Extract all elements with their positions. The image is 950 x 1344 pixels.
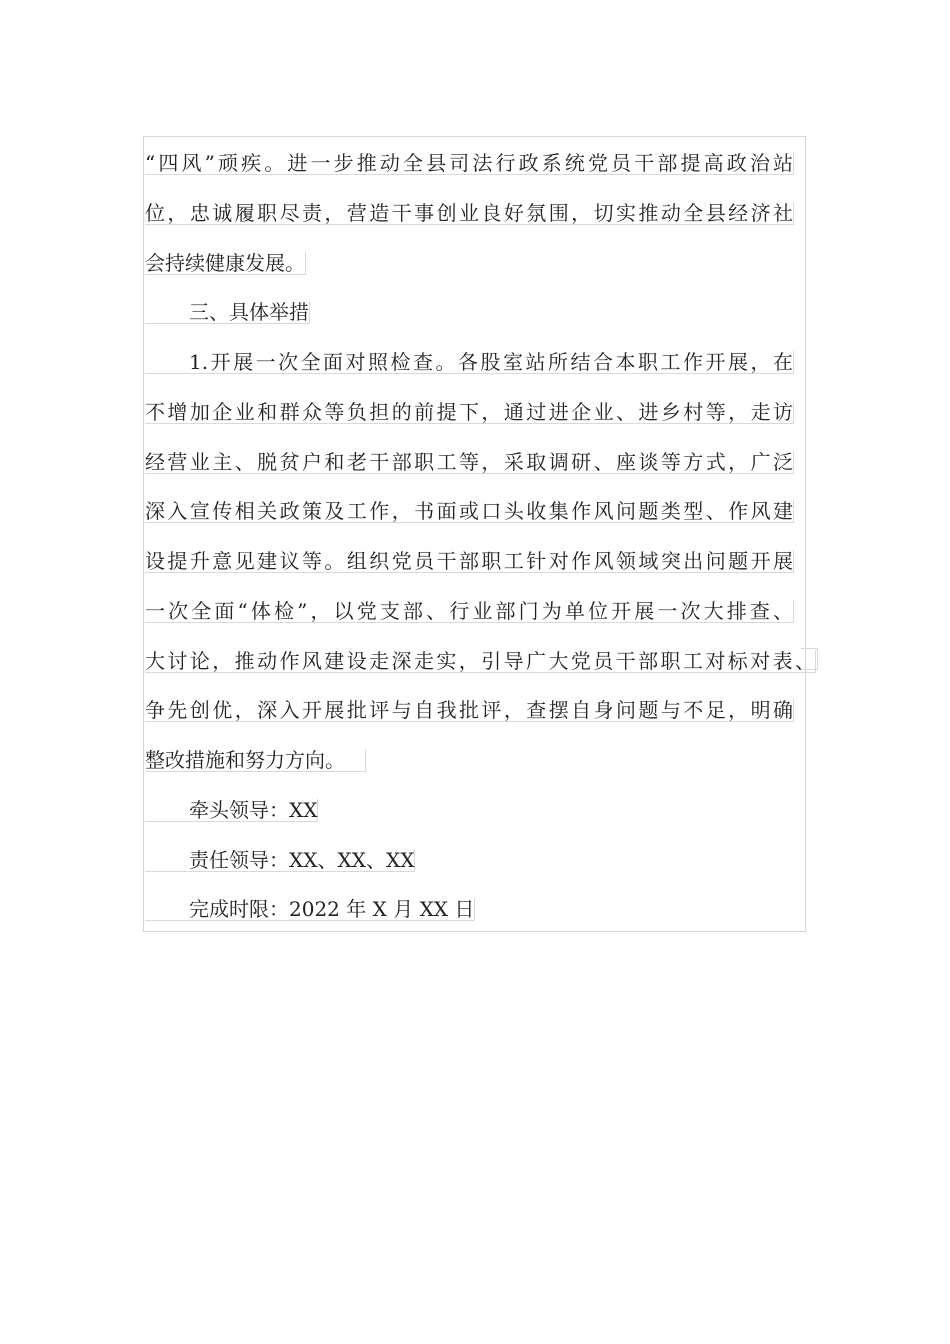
- paragraph-line: 一次全面“体检”，以党支部、行业部门为单位开展一次大排查、: [145, 599, 793, 623]
- responsible-leader-line: 责任领导：XX、XX、XX: [145, 849, 415, 872]
- paragraph-line: 1.开展一次全面对照检查。各股室站所结合本职工作开展，在: [145, 351, 794, 374]
- section-heading: 三、具体举措: [145, 301, 310, 324]
- paragraph-line: 会持续健康发展。: [145, 251, 305, 275]
- paragraph-line: 经营业主、脱贫户和老干部职工等，采取调研、座谈等方式，广泛: [145, 450, 793, 474]
- paragraph-line: 位，忠诚履职尽责，营造干事创业良好氛围，切实推动全县经济社: [145, 201, 793, 225]
- paragraph-line: 整改措施和努力方向。: [145, 749, 366, 772]
- paragraph-line: “四风”顽疾。进一步推动全县司法行政系统党员干部提高政治站: [145, 151, 793, 175]
- deadline-line: 完成时限：2022 年 X 月 XX 日: [145, 898, 475, 921]
- paragraph-line: 大讨论，推动作风建设走深走实，引导广大党员干部职工对标对表、: [145, 649, 815, 673]
- paragraph-line: 设提升意见建议等。组织党员干部职工针对作风领域突出问题开展: [145, 549, 793, 573]
- paragraph-line: 争先创优，深入开展批评与自我批评，查摆自身问题与不足，明确: [145, 698, 793, 722]
- line-overflow-marker: [801, 648, 818, 670]
- paragraph-line: 深入宣传相关政策及工作，书面或口头收集作风问题类型、作风建: [145, 499, 793, 523]
- paragraph-line: 不增加企业和群众等负担的前提下，通过进企业、进乡村等，走访: [145, 400, 793, 424]
- lead-leader-line: 牵头领导：XX: [145, 799, 318, 822]
